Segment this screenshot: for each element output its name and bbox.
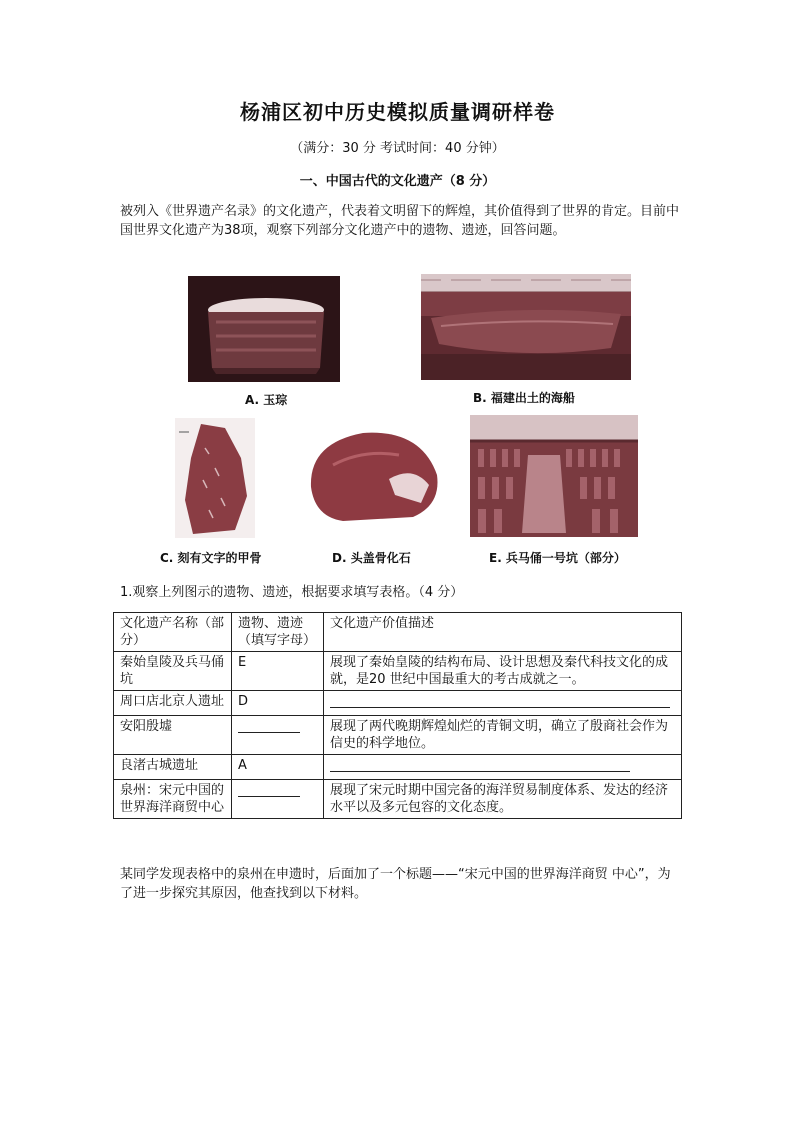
table-row — [114, 755, 682, 780]
heritage-letter: D — [232, 691, 324, 716]
caption-a: A. 玉琮 — [245, 393, 288, 407]
heritage-name: 安阳殷墟 — [114, 716, 232, 755]
heritage-desc-blank[interactable] — [324, 691, 682, 716]
heritage-name: 良渚古城遗址 — [114, 755, 232, 780]
heritage-letter: A — [232, 755, 324, 780]
table-row — [114, 716, 682, 755]
caption-b: B. 福建出土的海船 — [473, 391, 575, 405]
page-title: 杨浦区初中历史模拟质量调研样卷 — [240, 100, 555, 124]
heritage-letter: E — [232, 652, 324, 691]
header-desc: 文化遗产价值描述 — [324, 613, 682, 652]
heritage-table — [113, 612, 682, 819]
oracle-bone-photo — [175, 418, 255, 538]
heritage-name: 泉州：宋元中国的世界海洋商贸中心 — [114, 780, 232, 819]
caption-d: D. 头盖骨化石 — [332, 551, 411, 565]
ancient-ship-photo — [421, 274, 631, 380]
heritage-desc: 展现了宋元时期中国完备的海洋贸易制度体系、发达的经济水平以及多元包容的文化态度。 — [324, 780, 682, 819]
caption-c: C. 刻有文字的甲骨 — [160, 551, 262, 565]
section-title: 一、中国古代的文化遗产（8 分） — [299, 174, 496, 189]
caption-e: E. 兵马俑一号坑（部分） — [489, 551, 626, 565]
jade-cong-photo — [188, 276, 340, 382]
intro-paragraph: 被列入《世界遗产名录》的文化遗产，代表着文明留下的辉煌，其价值得到了世界的肯定。目前中国世界文化遗产为38项，观察下列部分文化遗产中的遗物、遗迹，回答问题。 — [120, 204, 680, 238]
table-row — [114, 780, 682, 819]
exam-info: （满分：30 分 考试时间：40 分钟） — [290, 141, 505, 156]
heritage-desc-blank[interactable] — [324, 755, 682, 780]
heritage-desc: 展现了秦始皇陵的结构布局、设计思想及秦代科技文化的成就，是20 世纪中国最重大的考古成就之一。 — [324, 652, 682, 691]
header-name: 文化遗产名称（部分） — [114, 613, 232, 652]
heritage-letter-blank[interactable] — [232, 780, 324, 819]
header-letter: 遗物、遗迹（填写字母） — [232, 613, 324, 652]
question-1: 1.观察上列图示的遗物、遗迹，根据要求填写表格。（4 分） — [120, 585, 464, 600]
heritage-name: 周口店北京人遗址 — [114, 691, 232, 716]
heritage-desc: 展现了两代晚期辉煌灿烂的青铜文明，确立了殷商社会作为信史的科学地位。 — [324, 716, 682, 755]
table-header-row — [114, 613, 682, 652]
table-row — [114, 652, 682, 691]
table-row — [114, 691, 682, 716]
heritage-letter-blank[interactable] — [232, 716, 324, 755]
heritage-name: 秦始皇陵及兵马俑坑 — [114, 652, 232, 691]
skull-fossil-photo — [303, 425, 443, 533]
outro-paragraph: 某同学发现表格中的泉州在申遗时，后面加了一个标题——“宋元中国的世界海洋商贸 中心”，为了进一步探究其原因，他查找到以下材料。 — [120, 867, 671, 901]
terracotta-army-photo — [470, 415, 638, 537]
